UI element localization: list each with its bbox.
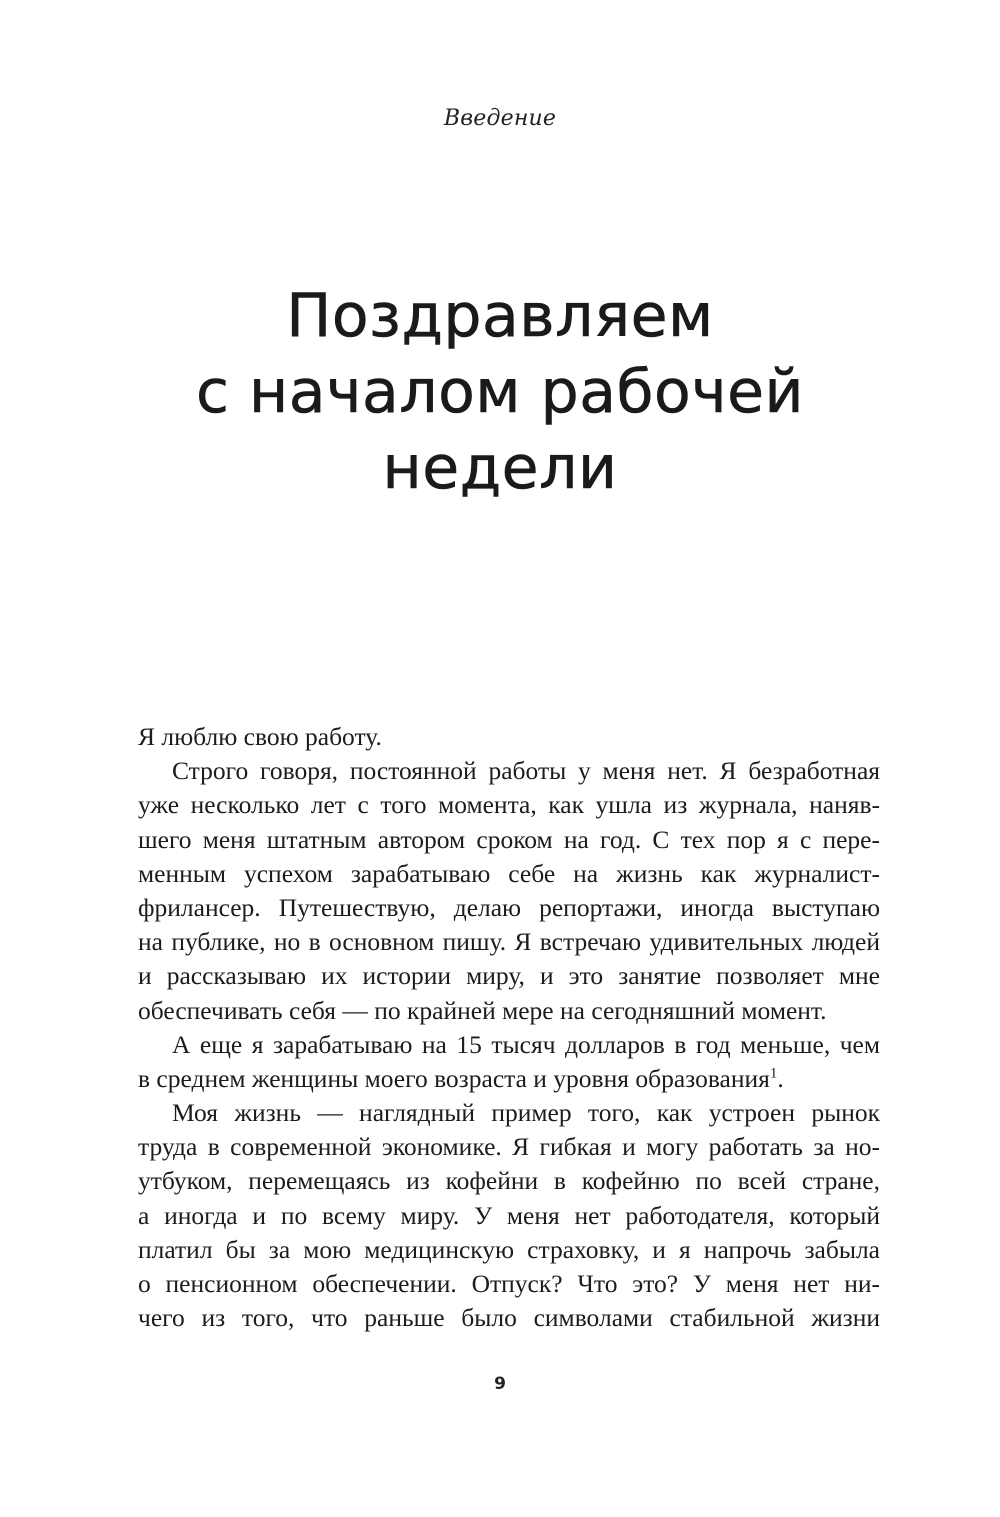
body-line-11-period: .: [777, 1063, 784, 1093]
body-line-4: шего меня штатным автором сроком на год. С тех пор я с пере-: [138, 824, 880, 854]
body-line-11-text: в среднем женщины моего возраста и уровня образования: [138, 1063, 770, 1093]
body-line-5: менным успехом зарабатываю себе на жизнь как журналист-: [138, 858, 880, 888]
body-line-13: труда в современной экономике. Я гибкая и могу работать за но-: [138, 1132, 880, 1162]
body-line-14: утбуком, перемещаясь из кофейни в кофейню по всей стране,: [138, 1166, 880, 1196]
chapter-title: [0, 278, 1000, 506]
body-line-18: чего из того, что раньше было символами стабильной жизни: [138, 1303, 880, 1333]
chapter-title-line-3: недели: [382, 433, 618, 503]
chapter-title-line-2: с началом рабочей: [195, 357, 805, 427]
body-line-12: Моя жизнь — наглядный пример того, как устроен рынок: [172, 1098, 880, 1128]
running-head: Введение: [443, 106, 557, 131]
body-line-3: уже несколько лет с того момента, как ушла из журнала, наняв-: [138, 790, 880, 820]
body-line-16: платил бы за мою медицинскую страховку, и я напрочь забыла: [138, 1234, 880, 1264]
body-line-17: о пенсионном обеспечении. Отпуск? Что это? У меня нет ни-: [138, 1269, 880, 1298]
body-text: [138, 720, 880, 1335]
body-line-10: А еще я зарабатываю на 15 тысяч долларов в год меньше, чем: [172, 1029, 880, 1059]
body-line-11: [138, 1062, 880, 1096]
body-line-15: а иногда и по всему миру. У меня нет работодателя, который: [138, 1200, 880, 1230]
body-line-8: и рассказываю их истории миру, и это занятие позволяет мне: [138, 961, 880, 991]
body-line-6: фрилансер. Путешествую, делаю репортажи, иногда выступаю: [138, 892, 880, 922]
body-line-7: на публике, но в основном пишу. Я встречаю удивительных людей: [138, 927, 880, 957]
body-line-2: Строго говоря, постоянной работы у меня нет. Я безработная: [172, 756, 880, 786]
footnote-marker: 1: [769, 1065, 778, 1082]
body-line-9: обеспечивать себя — по крайней мере на сегодняшний момент.: [138, 995, 827, 1025]
page-number: 9: [494, 1374, 506, 1394]
chapter-title-line-1: Поздравляем: [286, 281, 714, 351]
body-line-1: Я люблю свою работу.: [138, 722, 382, 751]
